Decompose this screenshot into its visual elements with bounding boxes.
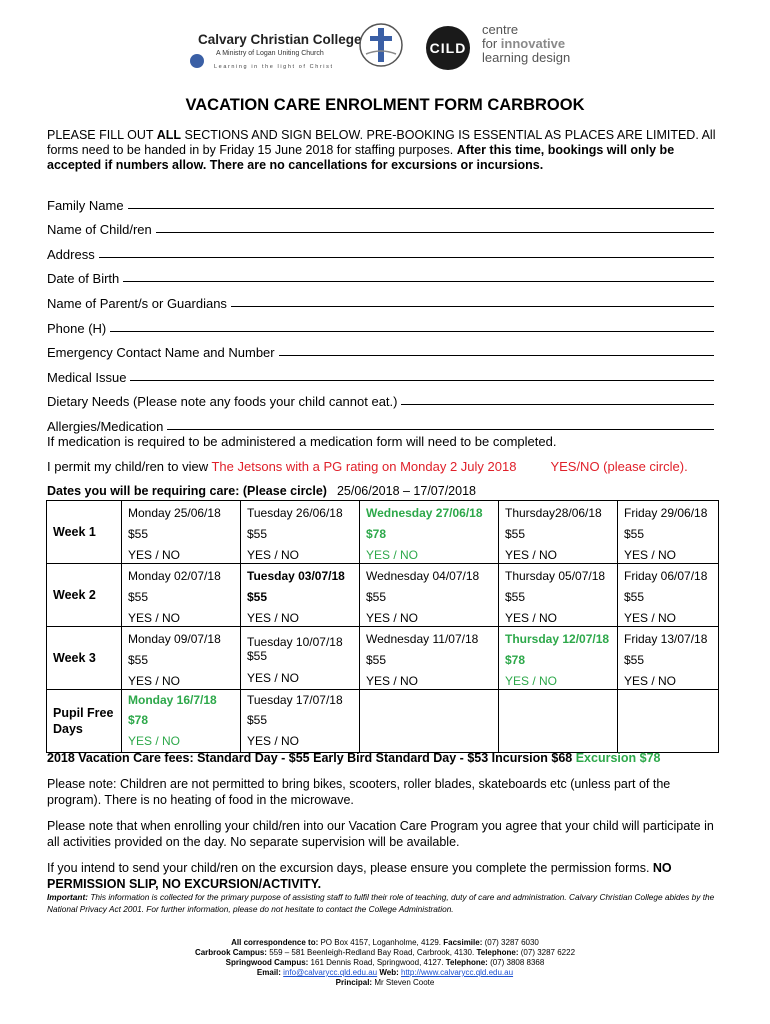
family-name-field[interactable] xyxy=(47,188,714,213)
fill-line[interactable] xyxy=(167,429,714,430)
footer-carbrook xyxy=(0,948,770,958)
field-label: Medical Issue xyxy=(47,369,127,385)
intro-paragraph xyxy=(47,128,727,173)
day-cell[interactable] xyxy=(241,501,359,563)
footer-correspondence xyxy=(0,938,770,948)
day-price: $55 xyxy=(128,527,149,541)
day-cell[interactable] xyxy=(122,501,240,563)
day-cell[interactable] xyxy=(241,690,359,752)
day-date: Thursday28/06/18 xyxy=(505,506,602,520)
day-cell[interactable] xyxy=(618,501,718,563)
day-date: Friday 13/07/18 xyxy=(624,632,708,646)
footer-value: (07) 3287 6222 xyxy=(518,948,576,957)
day-cell-excursion[interactable] xyxy=(499,627,617,689)
email-link[interactable]: info@calvarycc.qld.edu.au xyxy=(283,968,378,977)
medication-note: If medication is required to be administered a medication form will need to be completed. xyxy=(47,434,557,449)
field-label: Allergies/Medication xyxy=(47,418,164,434)
dates-label: Dates you will be requiring care: (Please circle) xyxy=(47,484,327,498)
footer-label: Web: xyxy=(379,968,399,977)
college-motto: Learning in the light of Christ xyxy=(214,64,334,70)
day-price: $55 xyxy=(505,527,526,541)
day-cell[interactable] xyxy=(499,501,617,563)
footer-label: Telephone: xyxy=(445,958,488,967)
empty-cell xyxy=(618,690,719,753)
fill-line[interactable] xyxy=(156,232,714,233)
day-cell[interactable] xyxy=(122,627,240,689)
parent-name-field[interactable] xyxy=(47,286,714,311)
important-label: Important: xyxy=(47,892,89,902)
fill-line[interactable] xyxy=(123,281,714,282)
day-cell[interactable] xyxy=(360,627,498,689)
day-price: $55 xyxy=(247,713,268,727)
day-price: $78 xyxy=(366,527,387,541)
day-price: $78 xyxy=(505,653,526,667)
yes-no-choice[interactable]: YES / NO xyxy=(247,671,300,685)
yes-no-choice[interactable]: YES / NO xyxy=(505,611,558,625)
day-date: Thursday 05/07/18 xyxy=(505,569,606,583)
day-price: $55 xyxy=(128,590,149,604)
care-days-table xyxy=(46,500,719,753)
day-cell[interactable] xyxy=(241,627,359,689)
footer xyxy=(0,938,770,988)
week-label: Pupil Free Days xyxy=(47,690,122,753)
yes-no-choice[interactable]: YES / NO xyxy=(366,611,419,625)
day-price: $55 xyxy=(366,653,387,667)
yes-no-choice[interactable]: YES / NO xyxy=(505,674,558,688)
day-date: Monday 09/07/18 xyxy=(128,632,221,646)
footer-label: Principal: xyxy=(335,978,373,987)
yes-no-choice[interactable]: YES / NO xyxy=(247,611,300,625)
footer-principal xyxy=(0,978,770,988)
day-date: Friday 29/06/18 xyxy=(624,506,708,520)
footer-label: All correspondence to: xyxy=(231,938,319,947)
footer-value: 559 – 581 Beenleigh-Redland Bay Road, Carbrook, 4130. xyxy=(266,948,477,957)
week-label: Week 3 xyxy=(47,627,122,690)
day-price: $55 xyxy=(247,527,268,541)
yes-no-choice[interactable]: YES / NO xyxy=(366,548,419,562)
yes-no-choice[interactable]: YES / NO xyxy=(247,548,300,562)
college-name: Calvary Christian College xyxy=(198,32,362,47)
field-label: Emergency Contact Name and Number xyxy=(47,345,275,361)
cild-line2-prefix: for xyxy=(482,36,501,51)
cild-line2 xyxy=(482,37,570,51)
day-date: Friday 06/07/18 xyxy=(624,569,708,583)
empty-cell xyxy=(360,690,499,753)
yes-no-choice[interactable]: YES / NO xyxy=(624,611,677,625)
day-price: $55 xyxy=(128,653,149,667)
cild-line3: learning design xyxy=(482,50,571,65)
permit-choice[interactable]: YES/NO (please circle). xyxy=(550,459,688,474)
day-cell[interactable] xyxy=(122,564,240,626)
excursion-note xyxy=(47,860,727,892)
week-label: Week 1 xyxy=(47,501,122,564)
day-date: Tuesday 03/07/18 xyxy=(247,569,345,583)
footer-value: (07) 3287 6030 xyxy=(482,938,539,947)
day-price: $55 xyxy=(505,590,526,604)
dates-line xyxy=(47,484,476,498)
footer-value: (07) 3808 8368 xyxy=(487,958,545,967)
day-date: Wednesday 11/07/18 xyxy=(366,632,479,646)
emergency-contact-field[interactable] xyxy=(47,336,714,361)
college-logo xyxy=(180,24,360,74)
fill-line[interactable] xyxy=(231,306,714,307)
week-label: Week 2 xyxy=(47,564,122,627)
footer-value: 161 Dennis Road, Springwood, 4127. xyxy=(308,958,446,967)
yes-no-choice[interactable]: YES / NO xyxy=(624,548,677,562)
day-price: $55 xyxy=(624,590,645,604)
day-price: $55 xyxy=(247,649,268,663)
fees-line xyxy=(47,751,660,765)
field-label: Family Name xyxy=(47,197,124,213)
table-row xyxy=(47,690,719,753)
yes-no-choice[interactable]: YES / NO xyxy=(247,734,300,748)
intro-part4: After this time, bookings will only be accepted if numbers allow. There are no cancellations for excursions or incursions. xyxy=(47,143,675,172)
yes-no-choice[interactable]: YES / NO xyxy=(366,674,419,688)
footer-label: Email: xyxy=(256,968,281,977)
cild-line2-bold: innovative xyxy=(500,36,566,51)
footer-value: Mr Steven Coote xyxy=(372,978,435,987)
fill-line[interactable] xyxy=(130,380,714,381)
day-cell[interactable] xyxy=(499,564,617,626)
date-of-birth-field[interactable] xyxy=(47,262,714,287)
footer-label: Telephone: xyxy=(476,948,519,957)
cild-line1: centre xyxy=(482,22,519,37)
footer-label: Carbrook Campus: xyxy=(194,948,267,957)
day-price: $55 xyxy=(624,653,645,667)
excursion-note-bold: NO PERMISSION SLIP, NO EXCURSION/ACTIVITY. xyxy=(47,861,672,891)
college-seal-icon xyxy=(190,54,204,68)
field-label: Dietary Needs (Please note any foods your child cannot eat.) xyxy=(47,394,398,410)
day-date: Tuesday 17/07/18 xyxy=(247,693,343,707)
permit-prefix: I permit my child/ren to view xyxy=(47,459,212,474)
day-cell-excursion[interactable] xyxy=(360,501,498,563)
day-cell[interactable] xyxy=(360,564,498,626)
dates-range: 25/06/2018 – 17/07/2018 xyxy=(336,484,476,498)
day-price: $55 xyxy=(366,590,387,604)
college-subtitle: A Ministry of Logan Uniting Church xyxy=(216,50,324,57)
day-date: Wednesday 04/07/18 xyxy=(366,569,480,583)
important-text: This information is collected for the primary purpose of assisting staff to fulfil their role of teaching, duty of care and administration. Calvary Christian College abides by the National Privacy Act 2001. For further information, please do not hesitate to contact the College Administration. xyxy=(47,892,715,914)
intro-part3: SECTIONS AND SIGN BELOW. PRE-BOOKING IS ESSENTIAL AS PLACES ARE LIMITED. All forms need to be handed in by Friday 15 June 2018 for staffing purposes. xyxy=(47,128,716,157)
fill-line[interactable] xyxy=(99,257,714,258)
day-price: $55 xyxy=(247,590,268,604)
day-date: Wednesday 27/06/18 xyxy=(366,506,483,520)
day-cell-excursion[interactable] xyxy=(122,690,240,752)
letterhead xyxy=(180,20,590,80)
table-row xyxy=(47,501,719,564)
form-title: VACATION CARE ENROLMENT FORM CARBROOK xyxy=(185,96,585,114)
fill-line[interactable] xyxy=(110,331,714,332)
day-cell[interactable] xyxy=(618,564,718,626)
cild-wordmark xyxy=(482,23,570,65)
empty-cell xyxy=(499,690,618,753)
allergies-field[interactable] xyxy=(47,409,714,434)
footer-label: Springwood Campus: xyxy=(225,958,309,967)
enrolment-fields xyxy=(47,188,714,434)
field-label: Name of Parent/s or Guardians xyxy=(47,295,227,311)
day-cell[interactable] xyxy=(241,564,359,626)
day-date: Monday 16/7/18 xyxy=(128,693,217,707)
footer-springwood xyxy=(0,958,770,968)
field-label: Phone (H) xyxy=(47,320,107,336)
field-label: Name of Child/ren xyxy=(47,222,152,238)
intro-part2: ALL xyxy=(156,128,182,142)
supervision-note: Please note that when enrolling your child/ren into our Vacation Care Program you agree that your child will participate in all activities provided on the day. No separate supervision will be available. xyxy=(47,819,714,849)
yes-no-choice[interactable]: YES / NO xyxy=(128,734,181,748)
day-price: $78 xyxy=(128,713,149,727)
yes-no-choice[interactable]: YES / NO xyxy=(505,548,558,562)
address-field[interactable] xyxy=(47,237,714,262)
day-price: $55 xyxy=(624,527,645,541)
bikes-note: Please note: Children are not permitted to bring bikes, scooters, roller blades, skateboards etc (unless part of the program). There is no heating of food in the microwave. xyxy=(47,777,671,807)
fill-line[interactable] xyxy=(128,208,714,209)
cross-crest-icon xyxy=(358,20,404,70)
web-link[interactable]: http://www.calvarycc.qld.edu.au xyxy=(401,968,514,977)
child-name-field[interactable] xyxy=(47,213,714,238)
excursion-note-text: If you intend to send your child/ren on the excursion days, please ensure you complete the permission forms. xyxy=(47,861,653,875)
footer-contact xyxy=(0,968,770,978)
day-date: Tuesday 10/07/18 xyxy=(247,635,343,649)
phone-field[interactable] xyxy=(47,311,714,336)
footer-value: PO Box 4157, Loganholme, 4129. xyxy=(318,938,444,947)
fill-line[interactable] xyxy=(401,404,714,405)
yes-no-choice[interactable]: YES / NO xyxy=(128,548,181,562)
day-date: Monday 02/07/18 xyxy=(128,569,221,583)
dietary-needs-field[interactable] xyxy=(47,385,714,410)
table-row xyxy=(47,627,719,690)
privacy-statement xyxy=(47,891,727,915)
day-date: Monday 25/06/18 xyxy=(128,506,221,520)
permit-movie: The Jetsons with a PG rating on Monday 2 July 2018 xyxy=(211,459,517,474)
yes-no-choice[interactable]: YES / NO xyxy=(128,674,181,688)
cild-logo: CILD xyxy=(426,26,470,70)
day-cell[interactable] xyxy=(618,627,718,689)
day-date: Thursday 12/07/18 xyxy=(505,632,610,646)
table-row xyxy=(47,564,719,627)
excursion-fee: Excursion $78 xyxy=(575,751,661,765)
day-date: Tuesday 26/06/18 xyxy=(247,506,343,520)
footer-label: Facsimile: xyxy=(443,938,483,947)
field-label: Date of Birth xyxy=(47,271,120,287)
medical-issue-field[interactable] xyxy=(47,360,714,385)
fill-line[interactable] xyxy=(279,355,714,356)
yes-no-choice[interactable]: YES / NO xyxy=(624,674,677,688)
movie-permission xyxy=(47,459,688,474)
field-label: Address xyxy=(47,246,95,262)
intro-part1: PLEASE FILL OUT xyxy=(47,128,157,142)
fees-text: 2018 Vacation Care fees: Standard Day - $55 Early Bird Standard Day - $53 Incursion $68 xyxy=(47,751,576,765)
yes-no-choice[interactable]: YES / NO xyxy=(128,611,181,625)
